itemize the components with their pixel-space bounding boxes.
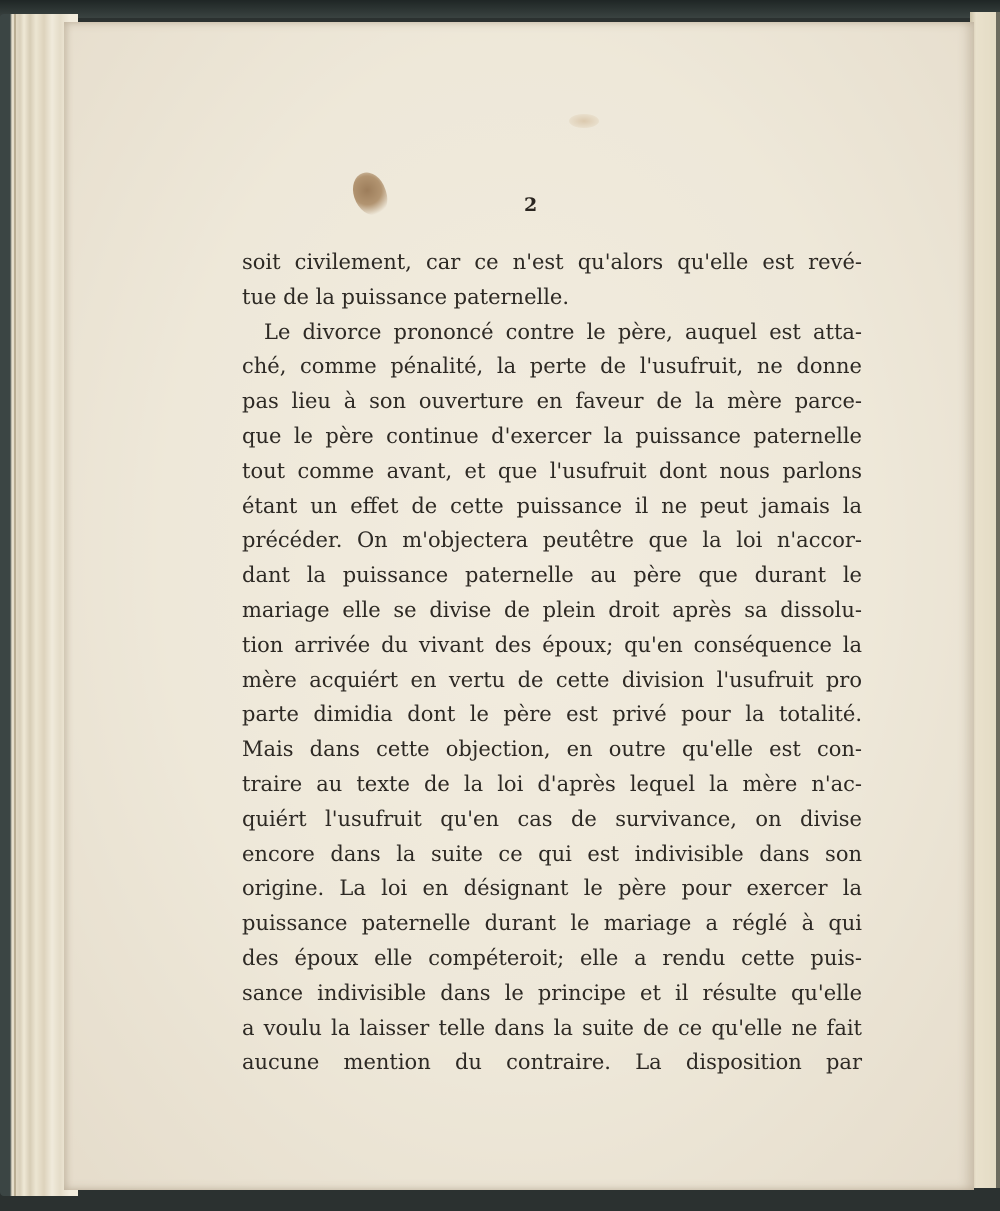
text-line: que le père continue d'exercer la puissance paternelle (242, 423, 862, 448)
text-line: dant la puissance paternelle au père que durant le (242, 563, 862, 588)
text-line: aucune mention du contraire. La disposition par (242, 1050, 862, 1075)
text-line: précéder. On m'objectera peutêtre que la loi n'accor- (242, 528, 862, 553)
text-line: puissance paternelle durant le mariage a réglé à qui (242, 911, 862, 936)
text-line: quiért l'usufruit qu'en cas de survivance, on divise (242, 806, 862, 831)
top-background-strip (0, 0, 1000, 18)
text-line: pas lieu à son ouverture en faveur de la mère parce- (242, 389, 862, 414)
text-line: Le divorce prononcé contre le père, auquel est atta- (264, 319, 862, 344)
text-line: tout comme avant, et que l'usufruit dont nous parlons (242, 458, 862, 483)
text-line: sance indivisible dans le principe et il résulte qu'elle (242, 980, 862, 1005)
ink-stain (348, 168, 392, 220)
text-line: encore dans la suite ce qui est indivisible dans son (242, 841, 862, 866)
text-line: tion arrivée du vivant des époux; qu'en conséquence la (242, 632, 862, 657)
text-line: traire au texte de la loi d'après lequel la mère n'ac- (242, 771, 862, 796)
text-line: ché, comme pénalité, la perte de l'usufruit, ne donne (242, 354, 862, 379)
text-line: des époux elle compéteroit; elle a rendu cette puis- (242, 945, 862, 970)
text-line: tue de la puissance paternelle. (242, 284, 570, 309)
text-line: a voulu la laisser telle dans la suite de ce qu'elle ne fait (242, 1015, 862, 1040)
paper-smudge (569, 114, 599, 128)
page-number: 2 (524, 194, 538, 216)
text-line: soit civilement, car ce n'est qu'alors qu'elle est revé- (242, 250, 862, 274)
text-line: parte dimidia dont le père est privé pour la totalité. (242, 702, 862, 727)
text-line: mariage elle se divise de plein droit après sa dissolu- (242, 597, 862, 622)
text-line: origine. La loi en désignant le père pour exercer la (242, 876, 862, 901)
text-line: Mais dans cette objection, en outre qu'elle est con- (242, 737, 862, 762)
text-line: mère acquiért en vertu de cette division l'usufruit pro (242, 667, 862, 692)
body-text (242, 245, 862, 1080)
book-cover-edge (996, 12, 1000, 1188)
text-line: étant un effet de cette puissance il ne peut jamais la (242, 493, 862, 518)
